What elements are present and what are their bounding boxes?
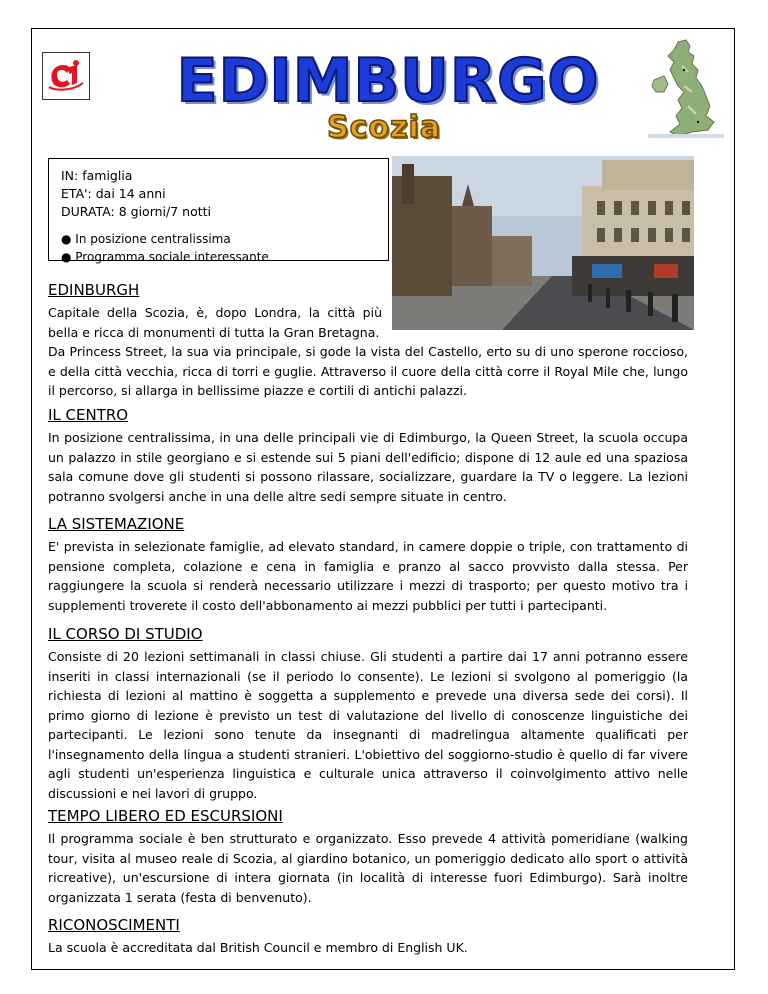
section-corso (48, 625, 688, 803)
section-text-intro: Capitale della Scozia, è, dopo Londra, la città più bella e ricca di monumenti di tutta la Gran Bretagna. (48, 305, 382, 340)
section-text: La scuola è accreditata dal British Council e membro di English UK. (48, 940, 468, 955)
section-heading: RICONOSCIMENTI (48, 916, 180, 934)
section-text: Da Princess Street, la sua via principale, si gode la vista del Castello, erto su di uno sperone roccioso, e della città vecchia, ricca di torri e guglie. Attraverso il cuore della città corre il Royal Mile che, lungo il percorso, si allarga in bellissime piazze e cortili di antichi palazzi. (48, 344, 688, 398)
page-subtitle: Scozia (327, 110, 441, 145)
section-tempo-libero (48, 807, 688, 907)
section-heading: IL CORSO DI STUDIO (48, 625, 203, 643)
section-text: Consiste di 20 lezioni settimanali in classi chiuse. Gli studenti a partire dai 17 anni potranno essere inseriti in classi internazionali (se il periodo lo consente). Le lezioni si svolgono al pomeriggio (la richiesta di lezioni al mattino è soggetta a supplemento e prevede una diversa sede dei corsi). Il primo giorno di lezione è previsto un test di valutazione del livello di conoscenze linguistiche dei partecipanti. Le lezioni sono tenute da insegnanti di madrelingua altamente qualificati per l'insegnamento della lingua a studenti stranieri. L'obiettivo del soggiorno-studio è quello di far vivere agli studenti un'esperienza linguistica e culturale unica attraverso il coinvolgimento attivo nelle discussioni e nei lavori di gruppo. (48, 649, 688, 801)
section-heading: IL CENTRO (48, 406, 129, 424)
uk-map-image (648, 36, 724, 144)
info-highlight-1: ● In posizione centralissima (61, 232, 231, 246)
info-duration: DURATA: 8 giorni/7 notti (61, 204, 211, 219)
info-highlight-2: ● Programma sociale interessante (61, 250, 269, 264)
info-target: IN: famiglia (61, 168, 133, 183)
section-centro (48, 406, 688, 506)
section-edinburgh (48, 281, 712, 401)
section-text: Il programma sociale è ben strutturato e organizzato. Esso prevede 4 attività pomeridiane (walking tour, visita al museo reale di Scozia, al giardino botanico, un pomeriggio dedicato allo sport o attività ricreative), un'escursione di intera giornata (in località di interesse fuori Edimburgo). Sarà inoltre organizzata 1 serata (festa di benvenuto). (48, 831, 688, 905)
section-text: In posizione centralissima, in una delle principali vie di Edimburgo, la Queen Street, la scuola occupa un palazzo in stile georgiano e si estende sui 5 piani dell'edificio; dispone di 12 aule ed una spaziosa sala comune dove gli studenti si possono rilassare, socializzare, guardare la TV o leggere. La lezioni potranno svolgersi anche in una delle altre sedi sempre situate in centro. (48, 430, 688, 504)
section-riconoscimenti (48, 916, 688, 958)
section-text: E' prevista in selezionate famiglie, ad elevato standard, in camere doppie o triple, con trattamento di pensione completa, colazione e cena in famiglia e pranzo al sacco provvisto dalla stessa. Per raggiungere la scuola si renderà necessario utilizzare i mezzi di trasporto; per questo motivo tra i supplementi troverete il costo dell'abbonamento ai mezzi pubblici per tutti i partecipanti. (48, 539, 688, 613)
section-heading: TEMPO LIBERO ED ESCURSIONI (48, 807, 283, 825)
section-sistemazione (48, 515, 688, 615)
section-heading: EDINBURGH (48, 281, 140, 299)
page-title: EDIMBURGO (176, 46, 600, 116)
section-heading: LA SISTEMAZIONE (48, 515, 185, 533)
info-age: ETA': dai 14 anni (61, 186, 166, 201)
trip-info-box (48, 158, 389, 264)
